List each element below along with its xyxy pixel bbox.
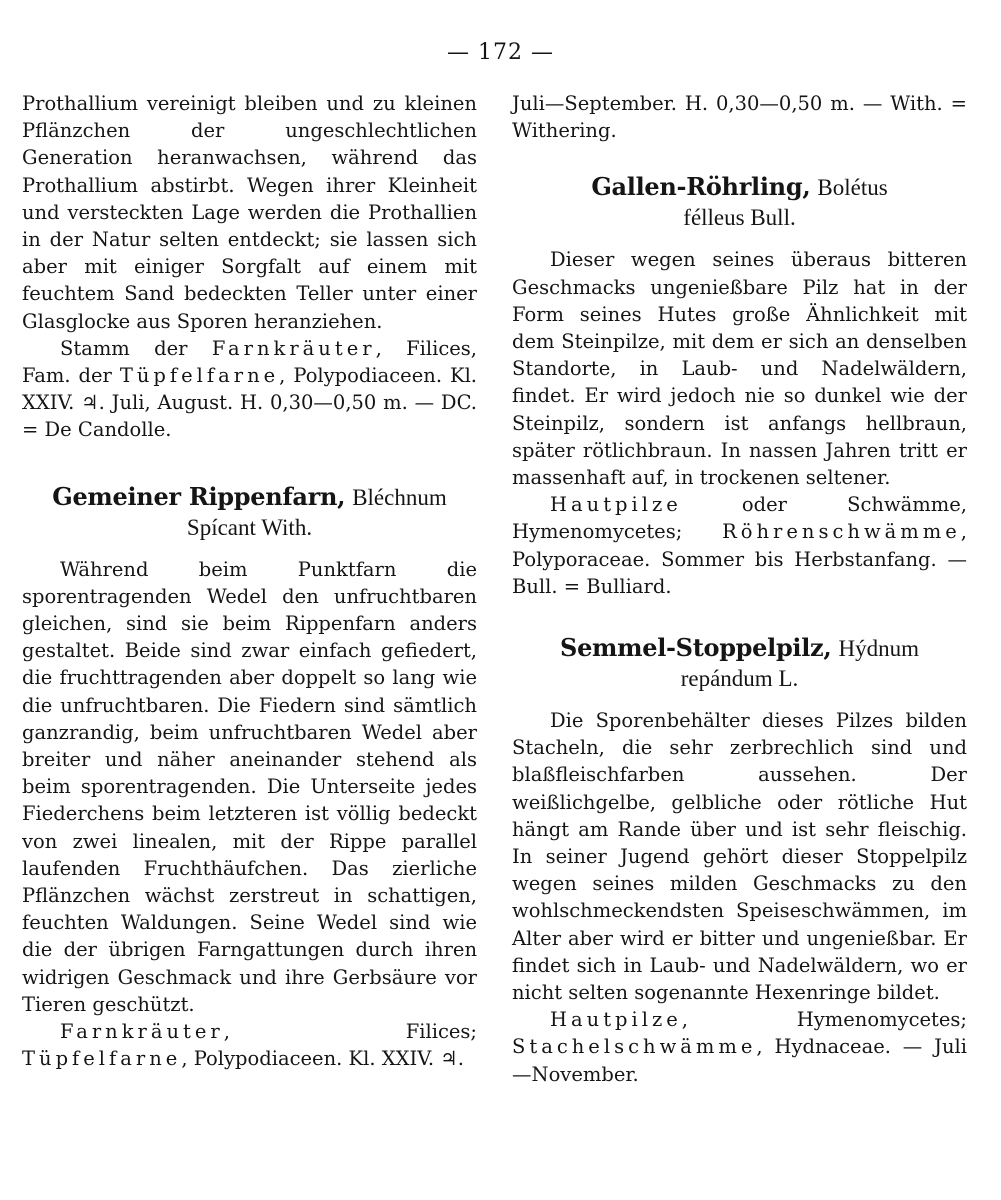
tax-text: , Polypodiaceen. Kl. XXIV. ♃. Juli, August. H. 0,30—0,50 m. — DC. = De Candolle.	[22, 364, 478, 442]
tax-text: , Filices, Fam. der	[22, 336, 478, 388]
tax-group-name: Hautpilze	[550, 493, 682, 517]
tax-family-name: Tüpfelfarne	[119, 364, 280, 388]
species-heading	[22, 482, 477, 543]
intro-paragraph: Prothallium vereinigt bleiben und zu kleinen Pflänzchen der ungeschlechtlichen Generation heranwachsen, während das Prothallium abstirbt. Wegen ihrer Kleinheit und versteckten Lage werden die Prothallien in der Natur selten entdeckt; sie lassen sich aber mit einiger Sorgfalt auf einem mit feuchtem Sand bedeckten Teller unter einer Glasglocke aus Sporen heranziehen.	[22, 92, 477, 333]
tax-family-name: Röhrenschwämme	[722, 520, 961, 544]
tax-text: , Polyporaceae. Sommer bis Herbstanfang. — Bull. = Bulliard.	[512, 520, 967, 598]
tax-family-name: Stachelschwämme	[512, 1035, 757, 1059]
species-heading	[512, 633, 967, 694]
species-description: Während beim Punktfarn die sporentragenden Wedel den unfruchtbaren gleichen, sind sie beim Rippenfarn anders gestaltet. Beide sind zwar einfach gefiedert, die fruchttragenden aber doppelt so lang wie die unfruchtbaren. Die Fiedern sind sämtlich ganzrandig, beim unfruchtbaren Wedel aber breiter und näher aneinander stehend als beim sporentragenden. Die Unterseite jedes Fiederchens beim letzteren ist völlig bedeckt von zwei linealen, mit der Rippe parallel laufenden Fruchthäufchen. Das zierliche Pflänzchen wächst zerstreut in schattigen, feuchten Waldungen. Seine Wedel sind wie die der übrigen Farngattungen durch ihren widrigen Geschmack und ihre Gerbsäure vor Tieren geschützt.	[22, 557, 477, 1016]
left-column	[22, 90, 477, 1073]
species-description: Die Sporenbehälter dieses Pilzes bilden Stacheln, die sehr zerbrechlich sind und blaßfleischfarben aussehen. Der weißlichgelbe, gelbliche oder rötliche Hut hängt am Rande über und ist sehr fleischig. In seiner Jugend gehört dieser Stoppelpilz wegen seines milden Geschmacks zu den wohlschmeckendsten Speiseschwämmen, im Alter aber wird er bitter und ungenießbar. Er findet sich in Laub- und Nadelwäldern, wo er nicht selten sogenannte Hexenringe bildet.	[512, 709, 967, 1005]
taxonomy-paragraph	[22, 1018, 477, 1072]
tax-family-name: Tüpfelfarne	[22, 1047, 182, 1071]
species-heading	[512, 172, 967, 233]
tax-text: , Hydnaceae. — Juli—November.	[512, 1035, 967, 1086]
taxonomy-paragraph	[512, 1006, 967, 1088]
intro-paragraph: Juli—September. H. 0,30—0,50 m. — With. = Withering.	[512, 92, 967, 143]
species-common-name: Gemeiner Rippenfarn,	[52, 481, 346, 511]
species-latin-name: Bolétus	[817, 175, 888, 201]
tax-group-name: Farnkräuter	[60, 1020, 224, 1044]
tax-text: oder Schwämme, Hymenomycetes;	[512, 493, 967, 544]
page-number: — 172 —	[447, 40, 554, 65]
species-latin-name: Bléchnum	[352, 484, 447, 510]
species-latin-name: Hýdnum	[838, 636, 919, 662]
species-description: Dieser wegen seines überaus bitteren Geschmacks ungenießbare Pilz hat in der Form seines Hutes große Ähnlichkeit mit dem Steinpilze, mit dem er sich an denselben Standorte, in Laub- und Nadelwäldern, findet. Er wird jedoch nie so dunkel wie der Steinpilz, sondern ist anfangs hellbraun, später rötlichbraun. In nassen Jahren tritt er massenhaft auf, in trockenen seltener.	[512, 248, 967, 490]
species-common-name: Gallen-Röhrling,	[591, 172, 811, 202]
taxonomy-paragraph	[512, 491, 967, 600]
tax-group-name: Hautpilze	[550, 1008, 682, 1032]
right-column	[512, 90, 967, 1088]
species-latin-name: félleus Bull.	[683, 205, 796, 231]
taxonomy-paragraph	[22, 335, 477, 444]
species-common-name: Semmel-Stoppelpilz,	[560, 633, 832, 663]
tax-text: , Hymenomycetes;	[681, 1008, 967, 1032]
species-latin-name: repándum L.	[680, 666, 799, 692]
tax-text: , Filices;	[223, 1020, 477, 1044]
species-latin-name: Spícant With.	[186, 514, 313, 540]
tax-text: , Polypodiaceen. Kl. XXIV. ♃.	[181, 1047, 464, 1071]
tax-group-name: Farnkräuter	[211, 336, 376, 360]
tax-text: Stamm der	[60, 336, 212, 360]
